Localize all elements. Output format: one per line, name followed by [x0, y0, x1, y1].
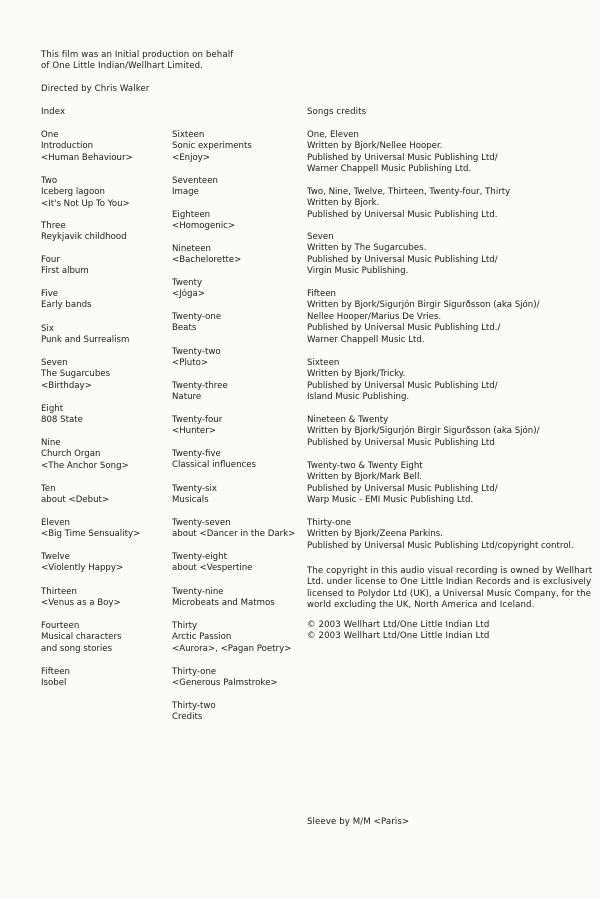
index-item-line: Microbeats and Matmos — [172, 598, 275, 609]
index-item-line: about <Debut> — [41, 495, 110, 506]
index-item-entry — [41, 518, 140, 541]
index-item-line: Image — [172, 187, 199, 198]
index-item-entry — [41, 404, 83, 427]
credit-entry — [307, 187, 510, 221]
credit-line: Written by The Sugarcubes. — [307, 243, 427, 254]
index-item-number: Twelve — [41, 552, 70, 562]
index-item-line: <Birthday> — [41, 380, 92, 391]
index-title: Index — [41, 107, 66, 117]
index-item-entry — [172, 381, 228, 404]
index-item-line: <Enjoy> — [172, 152, 211, 163]
index-item-number: Three — [41, 221, 66, 231]
credit-line: Published by Universal Music Publishing Ltd/ — [307, 152, 498, 163]
index-item-entry — [172, 552, 252, 575]
credit-entry — [307, 461, 498, 507]
credit-line: Written by Bjork/Sigurjón Birgir Sigurðsson (aka Sjón)/ — [307, 300, 540, 311]
index-item-entry — [41, 176, 130, 210]
index-item-number: Six — [41, 324, 54, 334]
credit-line: Written by Bjork/Mark Bell. — [307, 472, 423, 483]
credit-line: Two, Nine, Twelve, Thirteen, Twenty-four, Thirty — [307, 187, 511, 197]
index-item-entry — [172, 210, 235, 233]
credit-entry — [307, 518, 574, 552]
credit-line: One, Eleven — [307, 130, 359, 140]
index-item-entry — [41, 438, 129, 472]
index-item-entry — [41, 667, 70, 690]
index-item-line: Reykjavik childhood — [41, 232, 127, 243]
credit-line: Virgin Music Publishing. — [307, 266, 409, 277]
index-item-line: Musical characters — [41, 632, 122, 643]
credit-line: Written by Bjork/Tricky. — [307, 369, 406, 380]
index-item-line: <Generous Palmstroke> — [172, 678, 278, 689]
index-item-number: Twenty-one — [172, 312, 222, 322]
index-item-entry — [41, 130, 133, 164]
copyright-notice-line: licensed to Polydor Ltd (UK), a Universal Music Company, for the — [307, 588, 592, 599]
index-item-number: Twenty-two — [172, 347, 221, 357]
copyright-line: © 2003 Wellhart Ltd/One Little Indian Ltd — [307, 620, 490, 630]
credit-line: Island Music Publishing. — [307, 392, 410, 403]
index-item-number: Thirty-two — [172, 701, 216, 711]
index-item-number: Twenty-five — [172, 449, 221, 459]
index-item-number: Thirty-one — [172, 667, 217, 677]
index-item-line: <Hunter> — [172, 426, 216, 437]
credit-entry — [307, 415, 540, 449]
index-item-line: <Big Time Sensuality> — [41, 529, 141, 540]
credit-line: Written by Bjork/Nellee Hooper. — [307, 141, 443, 152]
index-item-line: First album — [41, 266, 89, 277]
index-item-number: Fifteen — [41, 667, 70, 677]
copyright-lines — [307, 620, 489, 643]
index-item-line: <Jóga> — [172, 289, 205, 300]
index-item-entry — [172, 244, 241, 267]
index-item-line: Musicals — [172, 495, 209, 506]
credit-line: Thirty-one — [307, 518, 352, 528]
index-item-number: Two — [41, 176, 58, 186]
index-item-number: Eight — [41, 404, 64, 414]
index-item-number: Twenty-eight — [172, 552, 227, 562]
intro-line: of One Little Indian/Wellhart Limited. — [41, 61, 203, 72]
index-item-line: <Pluto> — [172, 358, 209, 369]
index-item-entry — [41, 621, 121, 655]
index-item-line: <Aurora>, <Pagan Poetry> — [172, 643, 292, 654]
credit-entry — [307, 358, 498, 404]
index-item-entry — [172, 518, 295, 541]
credit-line: Warp Music - EMI Music Publishing Ltd. — [307, 495, 474, 506]
index-item-line: about <Dancer in the Dark> — [172, 529, 296, 540]
index-item-number: Fourteen — [41, 621, 80, 631]
index-item-number: Twenty-four — [172, 415, 223, 425]
index-item-number: Twenty — [172, 278, 203, 288]
index-item-line: Iceberg lagoon — [41, 187, 105, 198]
index-item-number: Thirty — [172, 621, 198, 631]
index-item-number: Ten — [41, 484, 56, 494]
copyright-notice-line: world excluding the UK, North America and Iceland. — [307, 600, 535, 611]
index-item-number: Seventeen — [172, 176, 218, 186]
credit-line: Published by Universal Music Publishing Ltd — [307, 437, 495, 448]
songs-credits-title: Songs credits — [307, 107, 367, 117]
index-item-line: about <Vespertine — [172, 563, 253, 574]
index-item-line: The Sugarcubes — [41, 369, 111, 380]
credit-line: Published by Universal Music Publishing Ltd/ — [307, 254, 498, 265]
directed-by: Directed by Chris Walker — [41, 84, 150, 94]
index-item-number: Eleven — [41, 518, 70, 528]
index-item-line: Credits — [172, 712, 203, 723]
index-item-number: Five — [41, 289, 59, 299]
credit-line: Warner Chappell Music Ltd. — [307, 334, 425, 345]
index-item-line: <Human Behaviour> — [41, 152, 133, 163]
index-item-line: <It's Not Up To You> — [41, 198, 130, 209]
index-item-entry — [172, 347, 221, 370]
index-item-line: <Bachelorette> — [172, 255, 242, 266]
index-item-number: Nineteen — [172, 244, 211, 254]
credit-line: Fifteen — [307, 289, 336, 299]
index-item-entry — [172, 587, 275, 610]
index-item-line: 808 State — [41, 415, 83, 426]
index-item-line: Classical influences — [172, 460, 257, 471]
index-item-entry — [41, 358, 110, 392]
index-item-line: Nature — [172, 392, 202, 403]
index-item-line: and song stories — [41, 643, 113, 654]
index-item-entry — [41, 221, 127, 244]
credit-entry — [307, 130, 498, 176]
credit-line: Written by Bjork. — [307, 198, 380, 209]
index-item-number: One — [41, 130, 59, 140]
intro-text — [41, 50, 233, 73]
credit-line: Nellee Hooper/Marius De Vries. — [307, 311, 442, 322]
index-item-number: Twenty-six — [172, 484, 217, 494]
index-item-entry — [172, 667, 278, 690]
index-item-line: Introduction — [41, 141, 94, 152]
index-item-line: <Violently Happy> — [41, 563, 124, 574]
sleeve-credit: Sleeve by M/M <Paris> — [307, 817, 410, 827]
copyright-notice-line: Ltd. under license to One Little Indian Records and is exclusively — [307, 577, 592, 588]
index-item-number: Eighteen — [172, 210, 211, 220]
credit-line: Published by Universal Music Publishing Ltd./ — [307, 323, 501, 334]
credit-entry — [307, 232, 498, 278]
credit-line: Published by Universal Music Publishing Ltd/ — [307, 483, 498, 494]
index-item-line: <Homogenic> — [172, 221, 236, 232]
index-item-line: <The Anchor Song> — [41, 460, 129, 471]
credit-line: Published by Universal Music Publishing Ltd/copyright control. — [307, 540, 574, 551]
intro-line: This film was an Initial production on behalf — [41, 50, 234, 60]
credit-line: Published by Universal Music Publishing Ltd. — [307, 209, 498, 220]
index-item-number: Four — [41, 255, 60, 265]
index-item-line: Early bands — [41, 300, 92, 311]
credit-line: Nineteen & Twenty — [307, 415, 389, 425]
index-item-entry — [172, 176, 218, 199]
index-item-number: Nine — [41, 438, 61, 448]
copyright-notice — [307, 566, 592, 612]
credit-line: Seven — [307, 232, 334, 242]
index-item-entry — [172, 130, 252, 164]
index-item-entry — [41, 552, 123, 575]
copyright-line: © 2003 Wellhart Ltd/One Little Indian Ltd — [307, 631, 490, 642]
index-item-line: Arctic Passion — [172, 632, 232, 643]
credit-line: Warner Chappell Music Publishing Ltd. — [307, 164, 472, 175]
credit-entry — [307, 289, 540, 346]
credit-line: Written by Bjork/Sigurjón Birgir Sigurðsson (aka Sjón)/ — [307, 426, 540, 437]
index-item-number: Seven — [41, 358, 68, 368]
index-item-entry — [172, 449, 256, 472]
index-item-line: Beats — [172, 323, 197, 334]
index-item-entry — [41, 484, 109, 507]
index-item-line: <Venus as a Boy> — [41, 598, 121, 609]
credit-line: Twenty-two & Twenty Eight — [307, 461, 423, 471]
index-item-number: Twenty-seven — [172, 518, 231, 528]
index-item-entry — [41, 289, 92, 312]
index-item-number: Twenty-three — [172, 381, 228, 391]
index-item-entry — [172, 621, 291, 655]
index-item-line: Punk and Surrealism — [41, 335, 130, 346]
index-item-number: Twenty-nine — [172, 587, 224, 597]
index-item-line: Isobel — [41, 678, 67, 689]
index-item-number: Thirteen — [41, 587, 78, 597]
index-item-entry — [172, 484, 217, 507]
index-item-entry — [172, 415, 222, 438]
index-item-line: Church Organ — [41, 449, 101, 460]
index-item-entry — [172, 278, 205, 301]
index-item-entry — [41, 255, 89, 278]
index-item-entry — [172, 701, 216, 724]
credit-line: Written by Bjork/Zeena Parkins. — [307, 529, 443, 540]
credit-line: Sixteen — [307, 358, 340, 368]
index-item-entry — [41, 324, 129, 347]
copyright-notice-line: The copyright in this audio visual recording is owned by Wellhart — [307, 566, 593, 576]
index-item-entry — [41, 587, 121, 610]
index-item-entry — [172, 312, 221, 335]
index-item-line: Sonic experiments — [172, 141, 252, 152]
credit-line: Published by Universal Music Publishing Ltd/ — [307, 380, 498, 391]
index-item-number: Sixteen — [172, 130, 205, 140]
